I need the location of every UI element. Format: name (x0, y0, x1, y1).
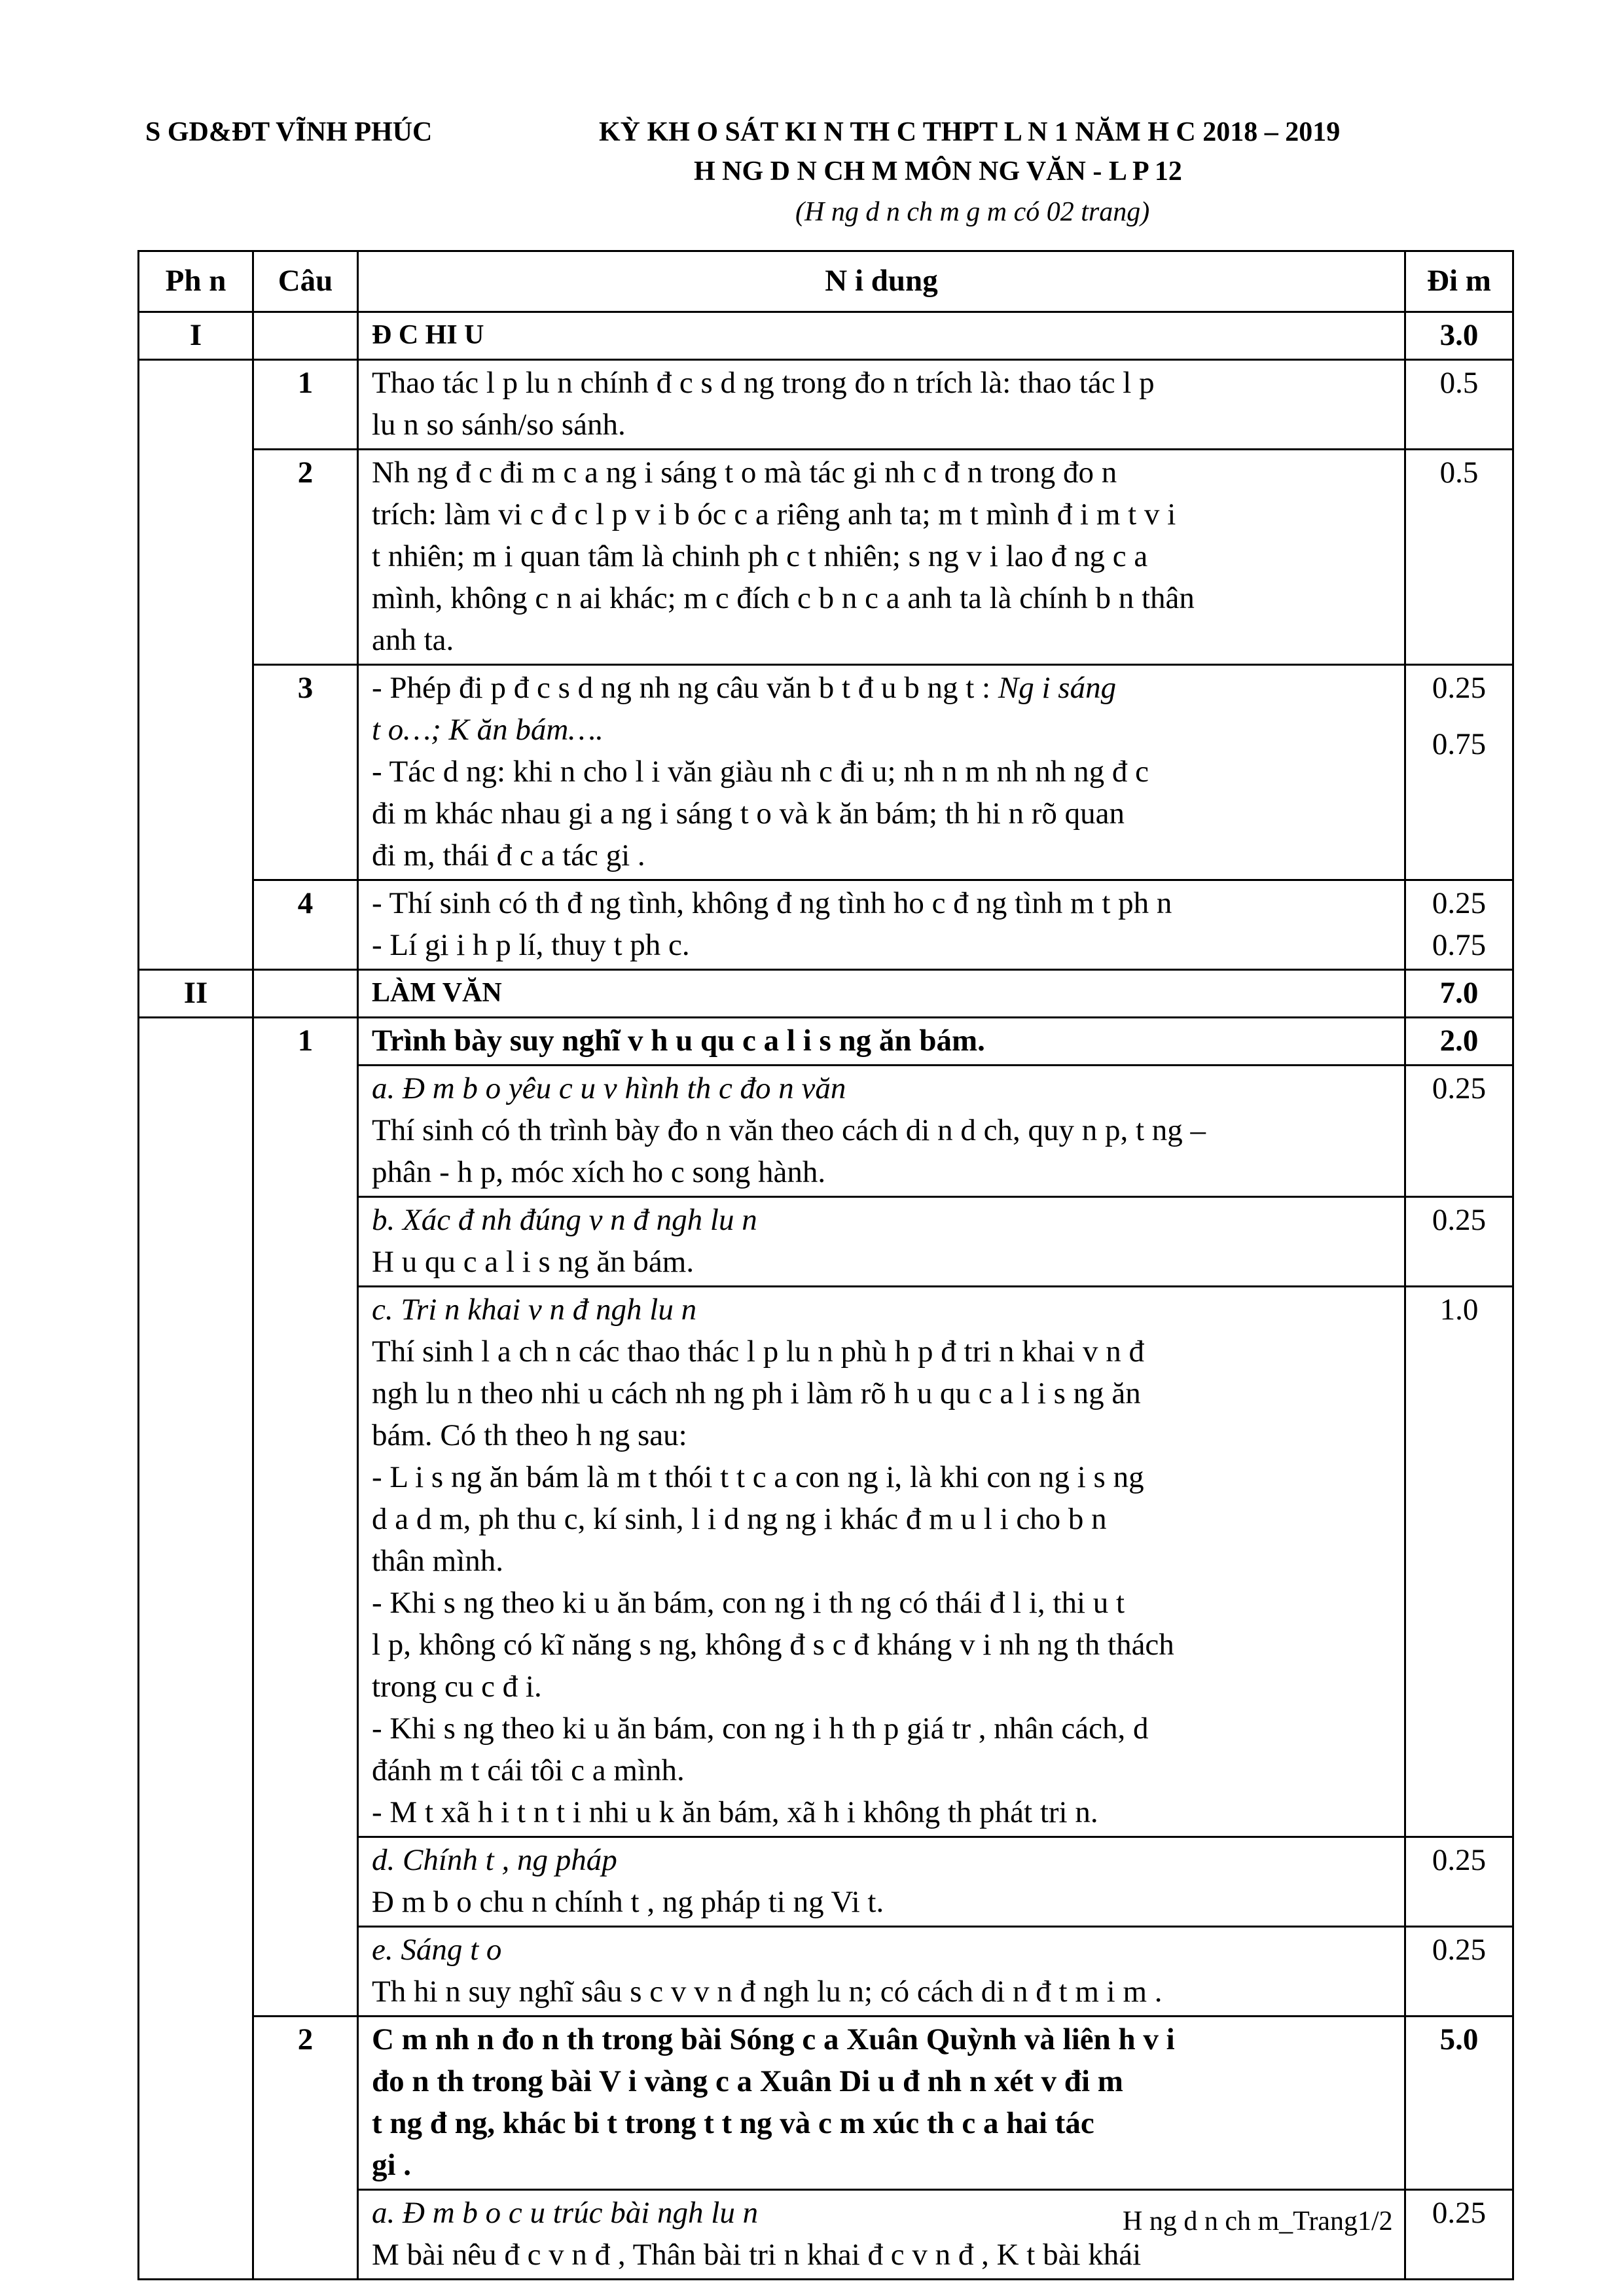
answer-line: - M t xã h i t n t i nhi u k ăn bám, xã h i không th phát tri n. (372, 1795, 1098, 1829)
section-row (139, 970, 1513, 1018)
header-score: Đi m (1405, 251, 1513, 312)
page-footer: H ng d n ch m_Trang1/2 (1123, 2206, 1393, 2236)
answer-line: M bài nêu đ c v n đ , Thân bài tri n khai đ c v n đ , K t bài khái (372, 2238, 1142, 2272)
question-number: 1 (253, 360, 358, 450)
grading-guide-title: H NG D N CH M MÔN NG VĂN - L P 12 (694, 156, 1182, 187)
table-row (139, 1018, 1513, 1066)
table-row (139, 450, 1513, 665)
criterion-label: d. Chính t , ng pháp (372, 1843, 617, 1877)
score-value: 0.25 (1432, 671, 1487, 705)
answer-line: đi m khác nhau gi a ng i sáng t o và k ăn bám; th hi n rõ quan (372, 797, 1125, 831)
answer-content (358, 360, 1405, 450)
criterion-label: b. Xác đ nh đúng v n đ ngh lu n (372, 1203, 757, 1237)
table-row (139, 880, 1513, 970)
answer-line: H u qu c a l i s ng ăn bám. (372, 1245, 695, 1279)
answer-line: - Khi s ng theo ki u ăn bám, con ng i h th p giá tr , nhân cách, d (372, 1712, 1149, 1746)
answer-line: Đ m b o chu n chính t , ng pháp ti ng Vi t. (372, 1885, 884, 1919)
score-value: 0.5 (1405, 360, 1513, 450)
section-score: 3.0 (1405, 312, 1513, 360)
criterion-a (358, 1066, 1405, 1197)
section-part: II (139, 970, 253, 1018)
answer-line: mình, không c n ai khác; m c đích c b n c a anh ta là chính b n thân (372, 581, 1195, 615)
score-value: 0.5 (1405, 450, 1513, 665)
score-value: 0.25 (1405, 2190, 1513, 2280)
answer-line: anh ta. (372, 623, 454, 657)
answer-line: - L i s ng ăn bám là m t thói t t c a con ng i, là khi con ng i s ng (372, 1460, 1144, 1494)
answer-line: - Lí gi i h p lí, thuy t ph c. (372, 928, 690, 962)
answer-content (358, 665, 1405, 880)
answer-line: t nhiên; m i quan tâm là chinh ph c t nhiên; s ng v i lao đ ng c a (372, 539, 1148, 573)
answer-line: Th hi n suy nghĩ sâu s c v v n đ ngh lu n; có cách di n đ t m i m . (372, 1975, 1163, 2009)
table-header-row (139, 251, 1513, 312)
section-row (139, 312, 1513, 360)
answer-line: thân mình. (372, 1544, 504, 1578)
answer-line: - Tác d ng: khi n cho l i văn giàu nh c đi u; nh n m nh nh ng đ c (372, 755, 1149, 789)
exam-title: KỲ KH O SÁT KI N TH C THPT L N 1 NĂM H C 2018 – 2019 (599, 117, 1341, 147)
answer-line: Thí sinh l a ch n các thao thác l p lu n phù h p đ tri n khai v n đ (372, 1335, 1144, 1369)
score-value: 0.25 (1405, 1837, 1513, 1927)
table-row (139, 360, 1513, 450)
table-row (139, 665, 1513, 880)
question-number: 2 (253, 450, 358, 665)
answer-line: phân - h p, móc xích ho c song hành. (372, 1155, 826, 1189)
answer-line: ngh lu n theo nhi u cách nh ng ph i làm rõ h u qu c a l i s ng ăn (372, 1376, 1141, 1410)
answer-line: Thí sinh có th trình bày đo n văn theo cách di n d ch, quy n p, t ng – (372, 1113, 1206, 1147)
answer-line: - Khi s ng theo ki u ăn bám, con ng i th ng có thái đ l i, thi u t (372, 1586, 1125, 1620)
answer-line: đánh m t cái tôi c a mình. (372, 1753, 685, 1787)
answer-line: d a d m, ph thu c, kí sinh, l i d ng ng i khác đ m u l i cho b n (372, 1502, 1107, 1536)
score-value: 0.25 (1432, 886, 1487, 920)
score-value: 2.0 (1405, 1018, 1513, 1066)
criterion-label: e. Sáng t o (372, 1933, 502, 1967)
question-title-line: t ng đ ng, khác bi t trong t t ng và c m xúc th c a hai tác (372, 2106, 1094, 2140)
score-value: 0.75 (1432, 928, 1487, 962)
answer-quote: Ng i sáng (998, 671, 1117, 705)
section-score: 7.0 (1405, 970, 1513, 1018)
score-value: 1.0 (1405, 1287, 1513, 1837)
answer-line: lu n so sánh/so sánh. (372, 408, 626, 442)
answer-line: l p, không có kĩ năng s ng, không đ s c đ kháng v i nh ng th thách (372, 1628, 1174, 1662)
answer-content (358, 880, 1405, 970)
question-title-line: C m nh n đo n th trong bài Sóng c a Xuân Quỳnh và liên h v i (372, 2022, 1175, 2056)
question-title-line: đo n th trong bài V i vàng c a Xuân Di u đ nh n xét v đi m (372, 2064, 1123, 2098)
answer-line: Nh ng đ c đi m c a ng i sáng t o mà tác gi nh c đ n trong đo n (372, 456, 1117, 490)
score-value: 5.0 (1405, 2017, 1513, 2190)
question-title (358, 2017, 1405, 2190)
criterion-e (358, 1927, 1405, 2017)
header-question: Câu (253, 251, 358, 312)
criterion-label: a. Đ m b o yêu c u v hình th c đo n văn (372, 1071, 846, 1105)
answer-content (358, 450, 1405, 665)
criterion-label: a. Đ m b o c u trúc bài ngh lu n (372, 2196, 759, 2230)
answer-quote: t o…; K ăn bám…. (372, 713, 604, 747)
answer-line: trích: làm vi c đ c l p v i b óc c a riêng anh ta; m t mình đ i m t v i (372, 497, 1176, 531)
answer-line: trong cu c đ i. (372, 1670, 542, 1704)
answer-line: đi m, thái đ c a tác gi . (372, 838, 645, 872)
answer-line: - Thí sinh có th đ ng tình, không đ ng tình ho c đ ng tình m t ph n (372, 886, 1172, 920)
department-name: S GD&ĐT VĨNH PHÚC (145, 117, 433, 147)
criterion-c (358, 1287, 1405, 1837)
section-title: LÀM VĂN (358, 970, 1405, 1018)
question-number: 3 (253, 665, 358, 880)
grading-table (137, 250, 1514, 2280)
header-part: Ph n (139, 251, 253, 312)
answer-line: bám. Có th theo h ng sau: (372, 1418, 687, 1452)
question-number: 2 (253, 2017, 358, 2280)
score-value: 0.25 (1405, 1197, 1513, 1287)
question-number: 4 (253, 880, 358, 970)
section-title: Đ C HI U (358, 312, 1405, 360)
criterion-label: c. Tri n khai v n đ ngh lu n (372, 1293, 697, 1327)
score-value: 0.25 (1405, 1927, 1513, 2017)
score-value: 0.75 (1432, 727, 1487, 761)
score-value: 0.25 (1405, 1066, 1513, 1197)
question-title-line: gi . (372, 2148, 412, 2182)
page-count-note: (H ng d n ch m g m có 02 trang) (795, 197, 1150, 227)
header-content: N i dung (358, 251, 1405, 312)
question-title: Trình bày suy nghĩ v h u qu c a l i s ng ăn bám. (358, 1018, 1405, 1066)
question-number: 1 (253, 1018, 358, 2017)
section-part: I (139, 312, 253, 360)
criterion-b (358, 1197, 1405, 1287)
answer-text: - Phép đi p đ c s d ng nh ng câu văn b t đ u b ng t : (372, 671, 998, 705)
criterion-d (358, 1837, 1405, 1927)
answer-line: Thao tác l p lu n chính đ c s d ng trong đo n trích là: thao tác l p (372, 366, 1155, 400)
table-row (139, 2017, 1513, 2190)
